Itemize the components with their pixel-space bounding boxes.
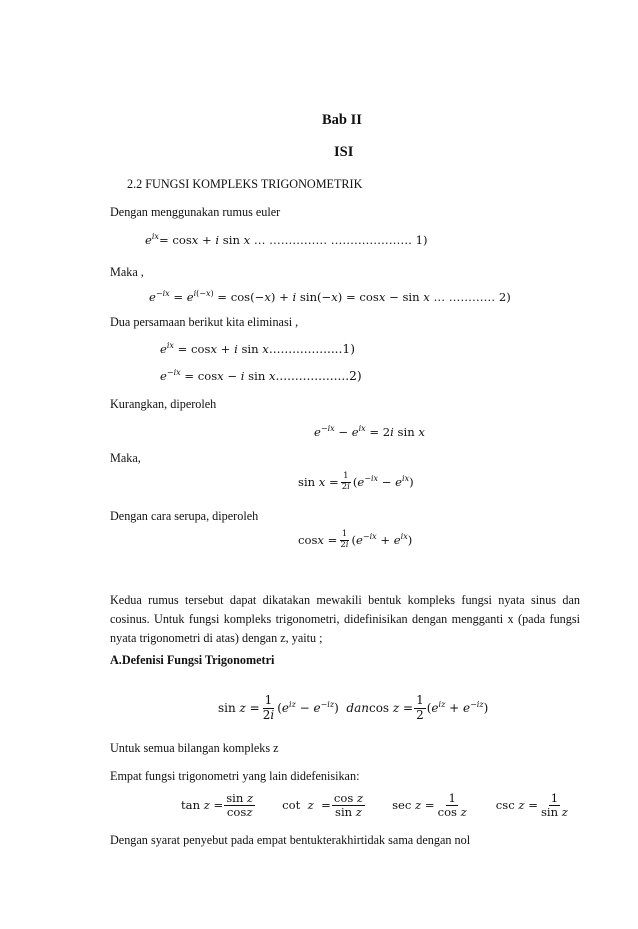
sin-z-op: − 𝑒	[295, 700, 321, 715]
explanation-paragraph: Kedua rumus tersebut dapat dikatakan mewakili bentuk kompleks fungsi nyata sinus dan cosinus. Untuk fungsi kompleks trigonometri, didefinisikan dengan mengganti x (pada fungsi nyata trigonometri di atas) dengan z, yaitu ;	[110, 593, 580, 645]
eq2-base: 𝑒	[149, 290, 156, 304]
untuk-semua-text: Untuk semua bilangan kompleks z	[110, 741, 279, 755]
cos-x-den: 2𝑖	[340, 539, 349, 550]
eq2-rhs: = cos(−𝑥) + 𝑖 sin(−𝑥) = cos𝑥 − sin 𝑥 … ………… 2)	[213, 290, 511, 304]
cos-x-exp1: −𝑖𝑥	[362, 531, 377, 541]
other-functions-row	[181, 792, 571, 820]
diff-rhs: = 2𝑖 sin 𝑥	[365, 425, 425, 439]
eq2-exp1: −𝑖𝑥	[155, 289, 170, 298]
tan-z-lhs: tan 𝑧 =	[181, 798, 224, 813]
tan-z-num: sin 𝑧	[226, 791, 254, 805]
cot-z-den: sin 𝑧	[335, 805, 362, 820]
cot-z-lhs: cot 𝑧 =	[282, 798, 331, 813]
cot-z-num: cos 𝑧	[333, 791, 364, 805]
definition-equation	[218, 694, 488, 723]
euler-equation-1	[145, 233, 428, 248]
cos-z-op: + 𝑒	[445, 700, 471, 715]
eq1-exp: 𝑖𝑥	[151, 232, 159, 241]
kurangkan-text: Kurangkan, diperoleh	[110, 397, 217, 411]
sin-z-exp2: −𝑖𝑧	[320, 699, 335, 709]
tan-z-den: cos𝑧	[226, 805, 253, 820]
sin-z-lhs: sin 𝑧 =	[218, 700, 260, 715]
sin-x-exp1: −𝑖𝑥	[364, 473, 379, 483]
sec-z-definition	[392, 792, 470, 820]
sec-z-lhs: sec 𝑧 =	[392, 798, 435, 813]
tan-z-fraction	[224, 792, 255, 820]
cos-x-exp2: 𝑖𝑥	[400, 531, 408, 541]
diff-base: 𝑒	[314, 425, 321, 439]
cos-z-fraction	[414, 694, 426, 723]
maka-label-1: Maka ,	[110, 265, 144, 279]
cos-x-fraction	[338, 530, 350, 551]
sin-x-exp2: 𝑖𝑥	[402, 473, 410, 483]
diff-exp2: 𝑖𝑥	[358, 424, 366, 433]
elim2-exp: −𝑖𝑥	[166, 368, 181, 377]
chapter-subheading: ISI	[334, 144, 354, 160]
empat-fungsi-text: Empat fungsi trigonometri yang lain didefenisikan:	[110, 769, 360, 783]
difference-equation	[314, 425, 425, 440]
sin-x-fraction	[340, 472, 352, 493]
csc-z-den: sin 𝑧	[540, 805, 568, 820]
csc-z-num: 1	[550, 791, 559, 805]
intro-euler: Dengan menggunakan rumus euler	[110, 205, 281, 219]
serupa-text: Dengan cara serupa, diperoleh	[110, 509, 259, 523]
elim1-exp: 𝑖𝑥	[166, 341, 174, 350]
sin-x-num: 1	[343, 471, 349, 481]
cos-z-close: )	[483, 700, 489, 715]
cos-x-num: 1	[341, 529, 348, 539]
eq1-base: 𝑒	[145, 233, 152, 247]
elim-equation-2	[160, 369, 362, 384]
euler-equation-2	[149, 290, 511, 305]
cos-x-lhs: cos𝑥 =	[298, 532, 338, 547]
defenisi-title: A.Defenisi Fungsi Trigonometri	[110, 653, 275, 667]
eliminate-text: Dua persamaan berikut kita eliminasi ,	[110, 315, 299, 329]
elim2-base: 𝑒	[160, 369, 167, 383]
cos-x-op: + 𝑒	[376, 532, 401, 547]
cos-z-den: 2	[416, 707, 424, 722]
cos-z-lhs: cos 𝑧 =	[368, 700, 414, 715]
cos-x-open: (𝑒	[351, 532, 363, 547]
sin-x-open: (𝑒	[352, 474, 365, 489]
csc-z-lhs: csc 𝑧 =	[495, 798, 538, 813]
cos-x-equation	[298, 530, 412, 551]
sin-z-exp1: 𝑖𝑧	[289, 699, 296, 709]
syarat-text: Dengan syarat penyebut pada empat bentukterakhirtidak sama dengan nol	[110, 833, 471, 847]
cos-z-exp2: −𝑖𝑧	[470, 699, 484, 709]
eq2-exp2: 𝑖(−𝑥)	[193, 289, 214, 298]
elim-equation-1	[160, 342, 355, 357]
elim2-rhs: = cos𝑥 − 𝑖 sin 𝑥	[180, 369, 276, 383]
sec-z-den: cos 𝑧	[437, 805, 467, 820]
elim2-tail: ...................2)	[275, 369, 362, 383]
sin-z-num: 1	[264, 693, 273, 707]
sec-z-fraction	[436, 792, 469, 820]
chapter-heading: Bab II	[322, 112, 362, 128]
cos-z-open: (𝑒	[426, 700, 439, 715]
cot-z-definition	[282, 792, 366, 820]
sin-x-op: − 𝑒	[378, 474, 403, 489]
elim1-rhs: = cos𝑥 + 𝑖 sin 𝑥	[173, 342, 269, 356]
cot-z-fraction	[332, 792, 365, 820]
sin-x-close: )	[409, 474, 414, 489]
sin-z-den: 2𝑖	[262, 707, 275, 722]
eq1-rhs: = cos𝑥 + 𝑖 sin 𝑥 … …………… ………………… 1)	[158, 233, 428, 247]
cos-z-num: 1	[416, 693, 424, 707]
sin-x-den: 2𝑖	[341, 481, 350, 492]
eq2-mid: = 𝑒	[169, 290, 194, 304]
tan-z-definition	[181, 792, 256, 820]
elim1-tail: ...................1)	[268, 342, 355, 356]
diff-exp1: −𝑖𝑥	[320, 424, 335, 433]
sec-z-num: 1	[448, 791, 456, 805]
sin-z-open: (𝑒	[277, 700, 290, 715]
elim1-base: 𝑒	[160, 342, 167, 356]
sin-x-lhs: sin 𝑥 =	[298, 474, 339, 489]
csc-z-definition	[496, 792, 571, 820]
maka-label-2: Maka,	[110, 451, 141, 465]
diff-minus: − 𝑒	[334, 425, 359, 439]
sin-x-equation	[298, 472, 414, 493]
cos-z-exp1: 𝑖𝑧	[438, 699, 446, 709]
sin-z-fraction	[261, 694, 276, 723]
sin-z-close: )	[334, 700, 339, 715]
csc-z-fraction	[539, 792, 570, 820]
section-title: 2.2 FUNGSI KOMPLEKS TRIGONOMETRIK	[127, 177, 363, 191]
dan-word: 𝑑𝑎𝑛	[338, 700, 369, 715]
cos-x-close: )	[407, 532, 413, 547]
